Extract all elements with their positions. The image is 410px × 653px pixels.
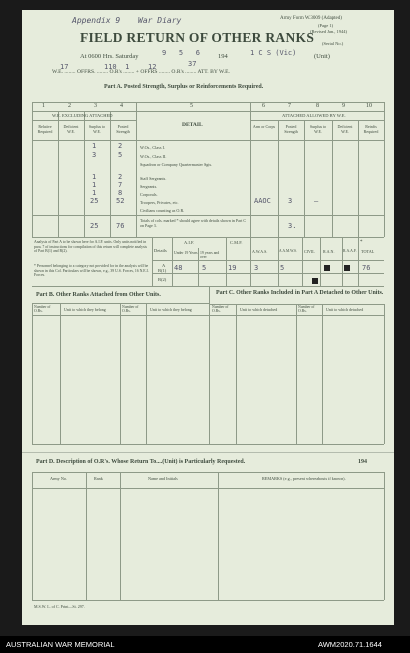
header-posted-strength-right: Posted Strength xyxy=(284,124,298,134)
col-number-7: 7 xyxy=(288,103,291,109)
detail-row-corporals: Corporals. xyxy=(140,192,158,197)
surplus-corporals: 1 xyxy=(92,189,97,197)
b1-aif-under19: 48 xyxy=(174,264,183,272)
header-reinfts-required: Reinfts Required xyxy=(363,124,379,134)
detail-row-privates: Troopers, Privates, etc. xyxy=(140,200,179,205)
detail-row-wo1: W.Os., Class I. xyxy=(140,145,165,150)
analysis-ran: R.A.N. xyxy=(323,249,335,254)
archive-footer-bar xyxy=(0,636,410,653)
header-relative-required: Relative Required xyxy=(37,124,53,134)
analysis-row-b1: B(1) xyxy=(158,268,167,273)
form-number: Army Form W.3009 (Adapted) xyxy=(280,16,342,21)
header-arm-or-corps: Arm or Corps xyxy=(252,124,276,129)
printer-imprint: M.S.W. L. of C. Print—St. 297. xyxy=(34,604,85,609)
detail-row-wo2: W.Os., Class II. xyxy=(140,154,167,159)
analysis-aif-label: A.I.F. xyxy=(184,240,195,245)
header-surplus-we: Surplus to W.E. xyxy=(88,124,106,134)
detail-row-sergeants: Sergeants. xyxy=(140,184,158,189)
col-number-2: 2 xyxy=(68,103,71,109)
col-number-9: 9 xyxy=(342,103,345,109)
col-number-3: 3 xyxy=(94,103,97,109)
analysis-row-b2: B(2) xyxy=(158,277,167,282)
part-b-col-number-2: Number of O.Rs. xyxy=(122,305,139,314)
footer-institution: AUSTRALIAN WAR MEMORIAL xyxy=(6,640,115,649)
raaf-blot-mark xyxy=(344,265,350,271)
posted-privates: 52 xyxy=(116,197,125,205)
analysis-details-label: Details xyxy=(154,248,167,253)
col-number-1: 1 xyxy=(42,103,45,109)
analysis-other-category-marker: * xyxy=(360,240,363,245)
form-page: (Page 1) xyxy=(318,23,334,28)
footer-accession-number: AWM2020.71.1644 xyxy=(318,640,382,649)
form-title: FIELD RETURN OF OTHER RANKS xyxy=(80,30,315,45)
part-a-heading: Part A. Posted Strength, Surplus or Reinforcements Required. xyxy=(104,84,264,90)
b1-cmf: 19 xyxy=(228,264,237,272)
surplus-privates: 25 xyxy=(90,197,99,205)
we-excluding-attached-header: W.E. EXCLUDING ATTACHED xyxy=(52,113,113,118)
col-number-5: 5 xyxy=(190,103,193,109)
part-b-col-unit-2: Unit to which they belong xyxy=(150,307,192,312)
total-posted-right: 3. xyxy=(288,222,297,230)
serial-label: (Serial No.) xyxy=(322,41,344,46)
we-value-att-ors: 37 xyxy=(188,60,197,68)
posted-corporals: 8 xyxy=(118,189,123,197)
we-value-ors: 110 1 xyxy=(104,63,130,71)
header-posted-strength: Posted Strength xyxy=(116,124,130,134)
category-note: * Personnel belonging to a category not provided for in the analysis will be shown in this Col. Particulars will be shown, e.g., 39 U.S. Forces, 16 N.E.I. Forces. xyxy=(34,264,149,277)
form-revision-date: (Revised Jan., 1944) xyxy=(310,29,347,34)
header-deficient-we: Deficient W.E. xyxy=(63,124,79,134)
analysis-raaf: R.A.A.F. xyxy=(343,249,357,253)
analysis-awas: A.W.A.S. xyxy=(252,249,268,254)
we-line: W.E. ........ OFFRS. ........ O.R's ........ + OFFRS ........ O.R's ........ ATT. BY W.E. xyxy=(52,69,230,75)
surplus-right-value: — xyxy=(314,197,319,205)
we-value-officers: 17 xyxy=(60,63,69,71)
surplus-wo2: 3 xyxy=(92,151,97,159)
part-d-col-name: Name and Initials xyxy=(148,476,178,481)
analysis-note: Analysis of Part A to be shown here for A.I.F. units. Only units notified in para. 7 of instructions for compilation of this return will complete analysis of Part B(1) and B(2). xyxy=(34,240,148,253)
part-d-year: 194 xyxy=(358,459,367,465)
posted-wo2: 5 xyxy=(118,151,123,159)
part-d-col-army-no: Army No. xyxy=(50,476,67,481)
civil-blot-mark xyxy=(312,278,318,284)
b1-awas: 3 xyxy=(254,264,259,272)
analysis-civil: CIVIL xyxy=(304,249,315,254)
total-surplus: 25 xyxy=(90,222,99,230)
part-c-col-number-2: Number of O.Rs. xyxy=(298,305,315,314)
posted-staff-sergeants: 2 xyxy=(118,173,123,181)
part-c-col-unit-2: Unit to which detached xyxy=(326,307,364,312)
surplus-wo1: 1 xyxy=(92,142,97,150)
ran-blot-mark xyxy=(324,265,330,271)
posted-sergeants: 7 xyxy=(118,181,123,189)
part-c-heading: Part C. Other Ranks Included in Part A Detached to Other Units. xyxy=(216,290,384,296)
analysis-under-19: Under 19 Years xyxy=(174,251,198,255)
surplus-staff-sergeants: 1 xyxy=(92,173,97,181)
col-number-4: 4 xyxy=(120,103,123,109)
col-number-8: 8 xyxy=(316,103,319,109)
analysis-row-a: A xyxy=(162,263,166,268)
form-sheet xyxy=(22,10,394,625)
b1-aamws: 5 xyxy=(280,264,285,272)
detail-row-cqms: Squadron or Company Quartermaster Sgts. xyxy=(140,162,213,167)
return-date-handwritten: 9 5 6 xyxy=(162,49,200,57)
col-number-6: 6 xyxy=(262,103,265,109)
detail-row-civilians: Civilians counting as O.R. xyxy=(140,208,185,213)
surplus-sergeants: 1 xyxy=(92,181,97,189)
posted-strength-right-value: 3 xyxy=(288,197,293,205)
analysis-cmf-label: C.M.F. xyxy=(230,240,243,245)
handwritten-appendix-note: Appendix 9 xyxy=(72,16,121,25)
header-surplus-right: Surplus to W.E. xyxy=(309,124,327,134)
detail-row-staff-sergeants: Staff Sergeants. xyxy=(140,176,167,181)
detail-header: DETAIL xyxy=(182,122,203,128)
b1-aif-over19: 5 xyxy=(202,264,207,272)
handwritten-war-diary-note: War Diary xyxy=(138,16,182,25)
part-d-heading: Part D. Description of O.R's. Whose Return To....(Unit) is Particularly Requested. xyxy=(36,459,246,465)
b1-total: 76 xyxy=(362,264,371,272)
arm-or-corps-value: AAOC xyxy=(254,197,271,205)
part-d-col-remarks: REMARKS (e.g., present whereabouts if known). xyxy=(262,476,346,481)
analysis-over-19: 19 years and over xyxy=(200,251,220,260)
unit-handwritten: 1 C S (Vic) xyxy=(250,49,297,57)
totals-note: Totals of cols. marked * should agree with details shown in Part C on Page 3. xyxy=(140,218,247,228)
year-prefix: 194 xyxy=(218,53,228,60)
total-posted: 76 xyxy=(116,222,125,230)
analysis-total: TOTAL xyxy=(361,249,375,254)
analysis-aamws: A.A.M.W.S. xyxy=(279,249,297,253)
posted-wo1: 2 xyxy=(118,142,123,150)
header-deficient-right: Deficient W.E. xyxy=(337,124,353,134)
return-time-line: At 0600 Hrs. Saturday xyxy=(80,53,139,60)
part-d-col-rank: Rank xyxy=(94,476,103,481)
we-value-att-officers: 12 xyxy=(148,63,157,71)
part-b-heading: Part B. Other Ranks Attached from Other Units. xyxy=(36,292,161,298)
part-b-col-number-1: Number of O.Rs. xyxy=(34,305,51,314)
part-b-col-unit-1: Unit to which they belong xyxy=(64,307,106,312)
unit-label: (Unit) xyxy=(314,53,330,60)
part-c-col-number-1: Number of O.Rs. xyxy=(212,305,229,314)
col-number-10: 10 xyxy=(366,103,372,109)
attached-allowed-header: ATTACHED ALLOWED BY W.E. xyxy=(282,113,346,118)
part-c-col-unit-1: Unit to which detached xyxy=(240,307,278,312)
